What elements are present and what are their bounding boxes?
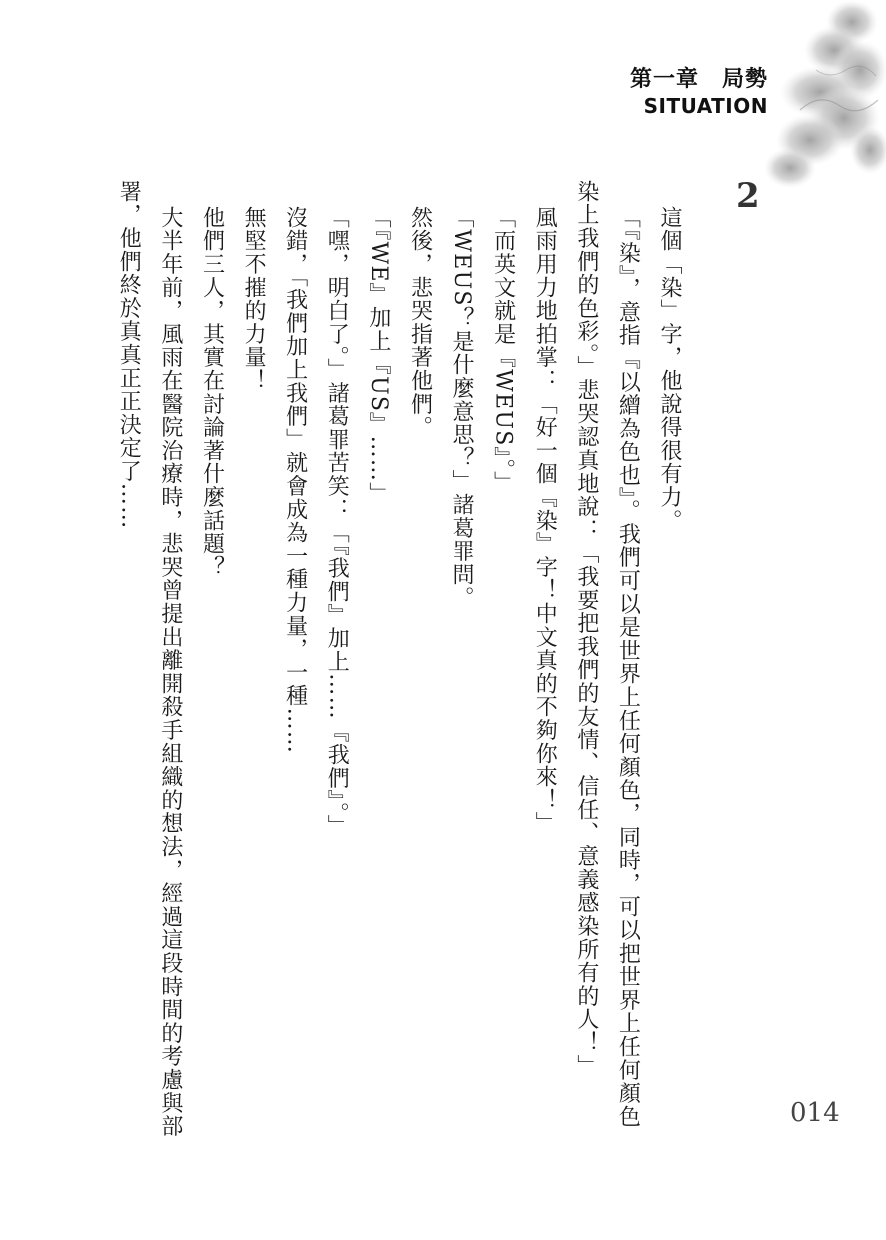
paragraph: 「WEUS？是什麼意思？」諸葛罪問。 <box>449 206 475 611</box>
section-number: 2 <box>736 176 760 216</box>
paragraph: 沒錯，「我們加上我們」就會成為一種力量，一種…… <box>282 206 308 755</box>
chapter-title: 第一章 局勢 <box>629 67 768 92</box>
paragraph: 「而英文就是『WEUS』。」 <box>490 206 516 495</box>
paragraph: 「『染』，意指『以繒為色也』。我們可以是世界上任何顏色，同時，可以把世界上任何顏色染上我們的色彩。」悲哭認真地說：「我要把我們的友情、信任、意義感染所有的人！」 <box>573 180 641 1129</box>
paragraph: 然後，悲哭指著他們。 <box>407 206 433 440</box>
paragraph: 這個「染」字，他說得很有力。 <box>657 206 682 533</box>
paragraph: 「『WE』加上『US』……」 <box>365 206 391 506</box>
ink-smoke-icon <box>760 0 886 200</box>
chapter-subtitle: SITUATION <box>643 94 768 118</box>
page-number: 014 <box>790 1098 840 1128</box>
chapter-header <box>630 66 768 118</box>
body-text <box>110 180 690 1140</box>
paragraph: 「嘿，明白了。」諸葛罪苦笑：「『我們』加上……『我們』。」 <box>324 206 350 839</box>
paragraph: 無堅不摧的力量！ <box>241 206 267 393</box>
paragraph: 他們三人，其實在討論著什麼話題？ <box>199 206 225 580</box>
paragraph: 大半年前，風雨在醫院治療時，悲哭曾提出離開殺手組織的想法，經過這段時間的考慮與部署，他們終於真真正正決定了…… <box>116 180 183 1139</box>
paragraph: 風雨用力地拍掌：「好一個『染』字！中文真的不夠你來！」 <box>532 206 558 836</box>
